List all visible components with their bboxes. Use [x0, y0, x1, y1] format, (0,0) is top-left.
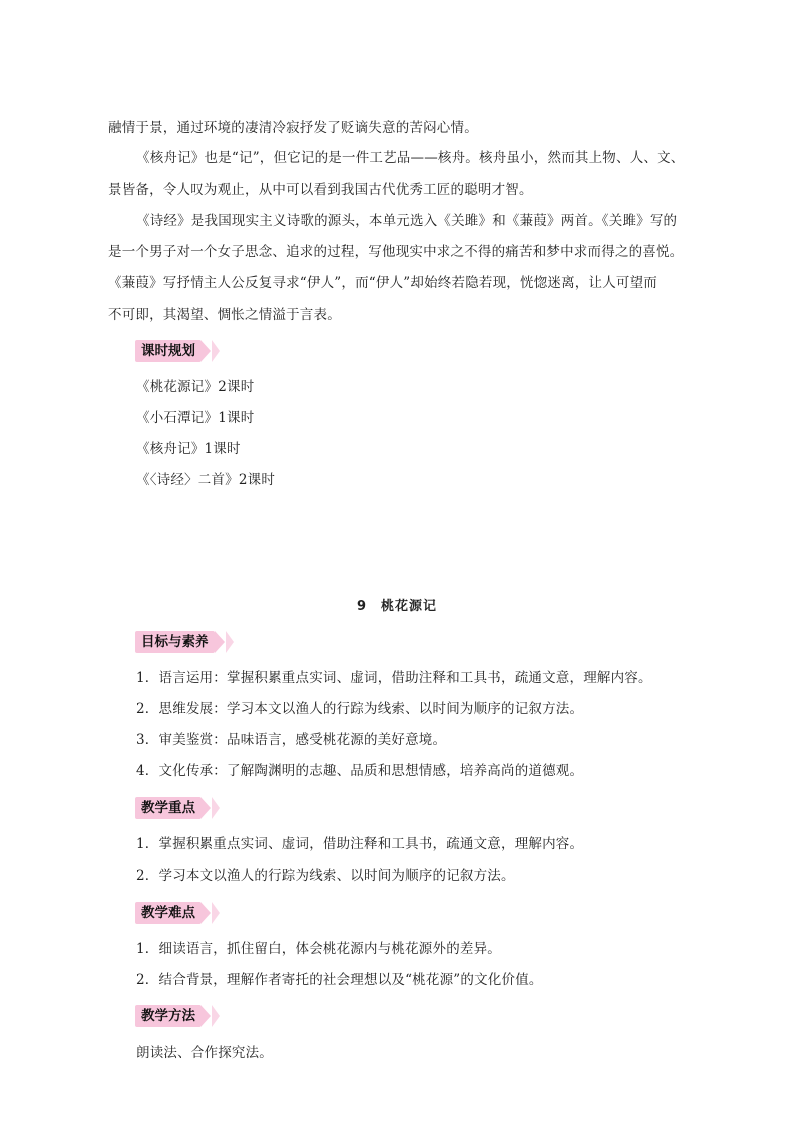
- section-label-goals: [135, 631, 234, 653]
- schedule-item: 《核舟记》1课时: [136, 441, 241, 457]
- key-point-item: 2．学习本文以渔人的行踪为线索、以时间为顺序的记叙方法。: [136, 868, 515, 884]
- intro-line-4: 《诗经》是我国现实主义诗歌的源头，本单元选入《关雎》和《蒹葭》两首。《关雎》写的: [136, 213, 678, 229]
- label-arrow-icon: [212, 797, 220, 819]
- intro-line-2: 《核舟记》也是“记”，但它记的是一件工艺品——核舟。核舟虽小，然而其上物、人、文、: [136, 150, 685, 166]
- methods-text: 朗读法、合作探究法。: [136, 1045, 273, 1061]
- schedule-item: 《小石潭记》1课时: [136, 410, 255, 426]
- section-label-difficulties: [135, 902, 220, 924]
- intro-line-5: 是一个男子对一个女子思念、追求的过程，写他现实中求之不得的痛苦和梦中求而得之的喜悦。: [108, 244, 684, 260]
- section-label-key-points: [135, 797, 220, 819]
- lesson-title: 9 桃花源记: [356, 599, 438, 614]
- section-label-methods: [135, 1005, 220, 1027]
- section-label-text: 教学重点: [135, 797, 201, 819]
- section-label-schedule: [135, 340, 220, 362]
- section-label-text: 教学难点: [135, 902, 201, 924]
- label-arrow-icon: [212, 902, 220, 924]
- section-label-text: 课时规划: [135, 340, 201, 362]
- label-arrow-icon: [212, 1005, 220, 1027]
- label-arrow-icon: [226, 631, 234, 653]
- label-arrow-icon: [215, 631, 225, 653]
- goal-item: 3．审美鉴赏：品味语言，感受桃花源的美好意境。: [136, 732, 447, 748]
- intro-line-7: 不可即，其渴望、惆怅之情溢于言表。: [108, 307, 341, 323]
- goal-item: 4．文化传承：了解陶渊明的志趣、品质和思想情感，培养高尚的道德观。: [136, 763, 584, 779]
- section-label-text: 教学方法: [135, 1005, 201, 1027]
- schedule-item: 《〈诗经〉二首》2课时: [136, 472, 276, 488]
- difficulty-item: 2．结合背景，理解作者寄托的社会理想以及“桃花源”的文化价值。: [136, 972, 543, 988]
- label-arrow-icon: [201, 1005, 211, 1027]
- section-label-text: 目标与素养: [135, 631, 215, 653]
- label-arrow-icon: [201, 340, 211, 362]
- goal-item: 1．语言运用：掌握积累重点实词、虚词，借助注释和工具书，疏通文意，理解内容。: [136, 670, 652, 686]
- goal-item: 2．思维发展：学习本文以渔人的行踪为线索、以时间为顺序的记叙方法。: [136, 701, 584, 717]
- difficulty-item: 1．细读语言，抓住留白，体会桃花源内与桃花源外的差异。: [136, 941, 501, 957]
- intro-line-3: 景皆备，令人叹为观止，从中可以看到我国古代优秀工匠的聪明才智。: [108, 182, 533, 198]
- intro-line-6: 《蒹葭》写抒情主人公反复寻求“伊人”，而“伊人”却始终若隐若现，恍惚迷离，让人可望而: [108, 275, 658, 291]
- schedule-item: 《桃花源记》2课时: [136, 379, 255, 395]
- intro-line-1: 融情于景，通过环境的凄清冷寂抒发了贬谪失意的苦闷心情。: [108, 120, 478, 136]
- label-arrow-icon: [212, 340, 220, 362]
- label-arrow-icon: [201, 797, 211, 819]
- label-arrow-icon: [201, 902, 211, 924]
- key-point-item: 1．掌握积累重点实词、虚词，借助注释和工具书，疏通文意，理解内容。: [136, 836, 584, 852]
